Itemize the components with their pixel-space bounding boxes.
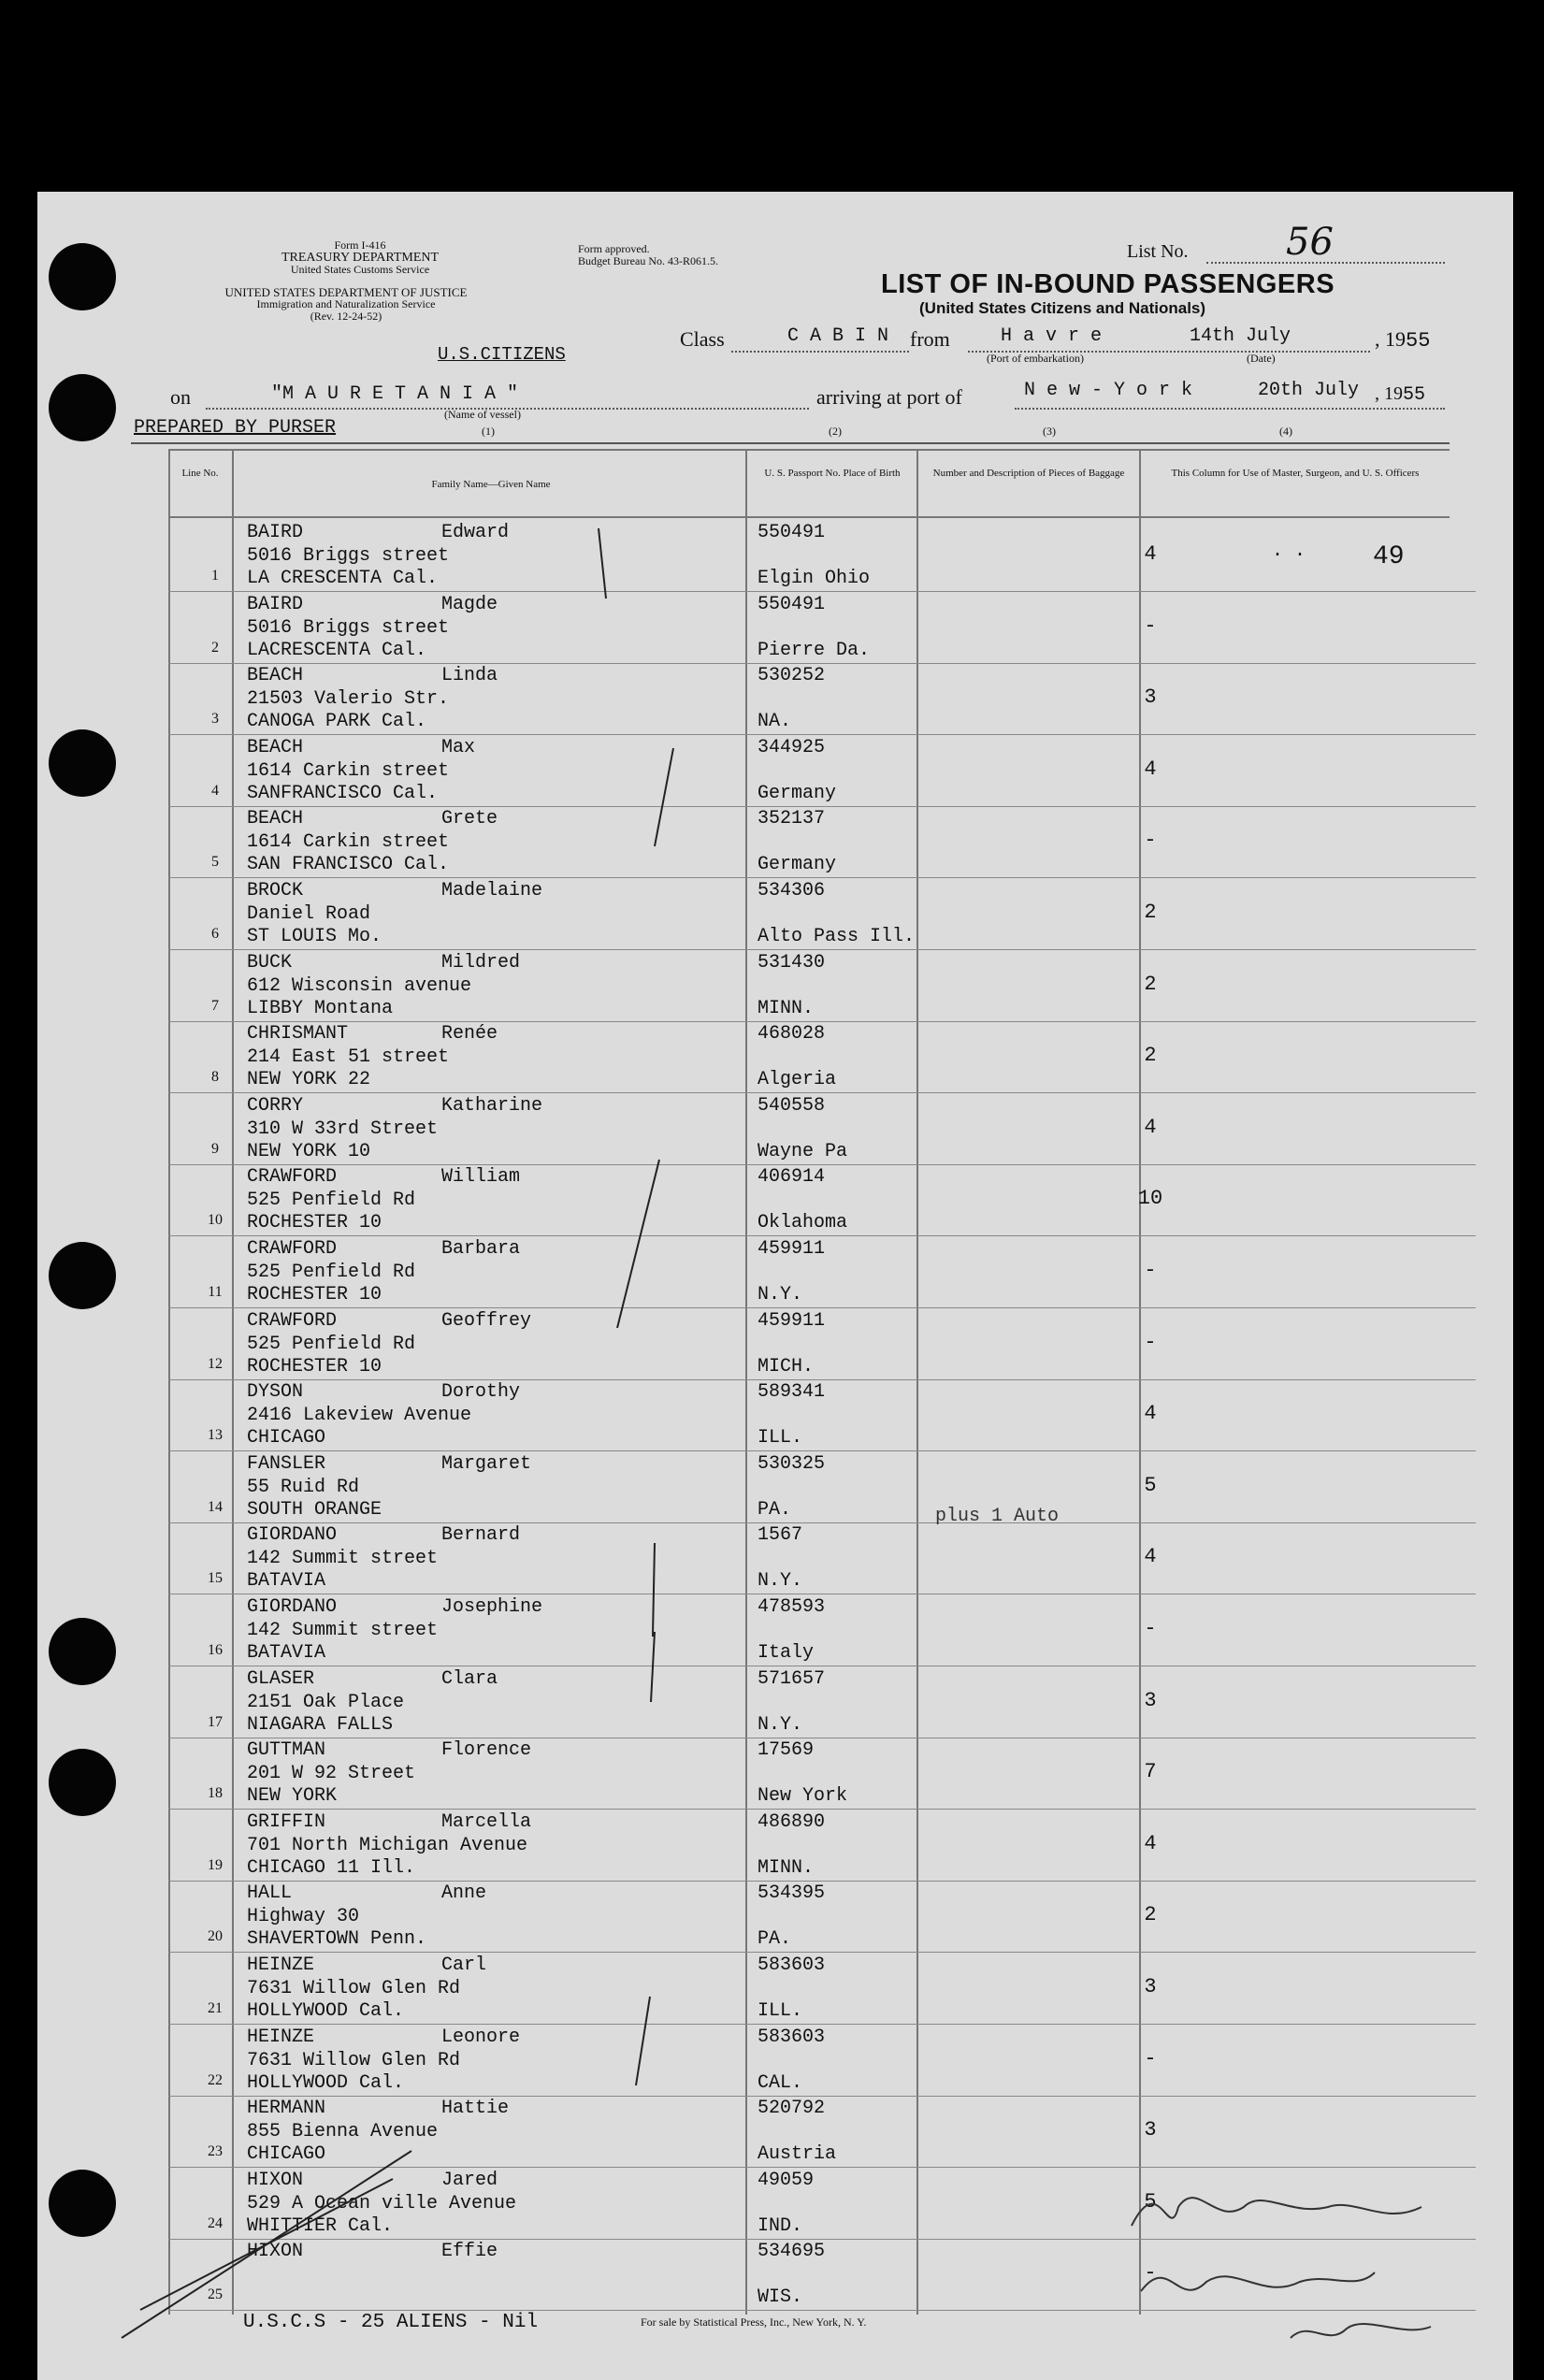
baggage-count: 3	[1144, 685, 1157, 710]
address-line: Daniel Road	[247, 903, 371, 925]
address-line: 5016 Briggs street	[247, 545, 450, 567]
given-name: Renée	[441, 1023, 498, 1046]
pen-stroke	[140, 2179, 393, 2310]
form-approved: Form approved.	[578, 242, 650, 255]
officer-note: 49	[1373, 542, 1405, 571]
address-line: 7631 Willow Glen Rd	[247, 2049, 461, 2071]
place-of-birth: WIS.	[758, 2286, 803, 2309]
city-line: HOLLYWOOD Cal.	[247, 2071, 405, 2094]
baggage-count: 10	[1137, 1187, 1163, 1211]
city-line: HOLLYWOOD Cal.	[247, 2000, 405, 2022]
given-name: Edward	[441, 522, 510, 543]
line-number: 15	[208, 1570, 223, 1587]
on-label: on	[170, 385, 191, 409]
given-name: Leonore	[441, 2026, 521, 2048]
pen-stroke	[599, 528, 606, 599]
given-name: Carl	[441, 1954, 487, 1976]
treasury-dept: TREASURY DEPARTMENT	[281, 251, 440, 265]
line-number: 13	[208, 1427, 223, 1444]
footer-summary: U.S.C.S - 25 ALIENS - Nil	[243, 2312, 539, 2333]
form-number: Form I-416	[334, 238, 386, 252]
family-name: HEINZE	[247, 2026, 315, 2048]
city-line: CANOGA PARK Cal.	[247, 711, 427, 733]
document-title: LIST OF IN-BOUND PASSENGERS	[881, 269, 1335, 299]
given-name: Clara	[441, 1667, 498, 1690]
baggage-count: 2	[1144, 1903, 1157, 1927]
vessel-name: "M A U R E T A N I A "	[271, 383, 519, 405]
baggage-count: 5	[1144, 1473, 1157, 1497]
pen-stroke	[617, 1160, 659, 1328]
city-line: WHITTIER Cal.	[247, 2214, 394, 2237]
city-line: CHICAGO	[247, 1427, 326, 1450]
passport-no: 534395	[758, 1882, 826, 1905]
city-line: SANFRANCISCO Cal.	[247, 782, 439, 804]
baggage-count: 4	[1144, 1545, 1157, 1569]
given-name: Max	[441, 736, 476, 758]
place-of-birth: Italy	[758, 1642, 815, 1664]
arrival-date: 20th July	[1258, 380, 1360, 401]
address-line: 855 Bienna Avenue	[247, 2121, 439, 2143]
officer-dots: · ·	[1272, 544, 1306, 566]
city-line: SOUTH ORANGE	[247, 1498, 382, 1521]
baggage-count: -	[1144, 829, 1157, 853]
class-value: C A B I N	[787, 325, 889, 347]
baggage-count: 2	[1144, 901, 1157, 924]
city-line: CHICAGO	[247, 2143, 326, 2166]
justice-dept: UNITED STATES DEPARTMENT OF JUSTICE	[224, 285, 468, 299]
city-line: CHICAGO 11 Ill.	[247, 1856, 416, 1879]
family-name: GLASER	[247, 1667, 315, 1690]
passport-no: 406914	[758, 1166, 826, 1189]
line-number: 3	[211, 711, 219, 728]
given-name: Barbara	[441, 1238, 521, 1260]
city-line: ROCHESTER 10	[247, 1355, 382, 1378]
address-line: 1614 Carkin street	[247, 759, 450, 782]
given-name: Dorothy	[441, 1381, 521, 1404]
line-number: 2	[211, 639, 219, 656]
given-name: Margaret	[441, 1452, 532, 1475]
baggage-count: -	[1144, 2261, 1157, 2286]
line-number: 19	[208, 1856, 223, 1873]
passport-no: 550491	[758, 593, 826, 615]
place-of-birth: N.Y.	[758, 1713, 803, 1736]
pen-stroke	[651, 1632, 655, 1702]
address-line: 529 A Ocean ville Avenue	[247, 2192, 517, 2214]
family-name: HEINZE	[247, 1954, 315, 1976]
line-number: 18	[208, 1785, 223, 1802]
city-line: SAN FRANCISCO Cal.	[247, 854, 450, 876]
line-number: 22	[208, 2071, 223, 2088]
document-subtitle: (United States Citizens and Nationals)	[919, 299, 1206, 317]
passport-no: 531430	[758, 951, 826, 974]
given-name: William	[441, 1166, 521, 1189]
city-line: NEW YORK 22	[247, 1069, 371, 1091]
address-line: 310 W 33rd Street	[247, 1118, 439, 1140]
check-marks	[122, 528, 673, 2338]
revision: (Rev. 12-24-52)	[310, 310, 382, 323]
city-line: LACRESCENTA Cal.	[247, 639, 427, 661]
passport-no: 540558	[758, 1094, 826, 1117]
address-line: 525 Penfield Rd	[247, 1190, 416, 1212]
place-of-birth: N.Y.	[758, 1284, 803, 1305]
given-name: Grete	[441, 808, 498, 830]
baggage-count: 4	[1144, 1115, 1157, 1139]
city-line: ROCHESTER 10	[247, 1212, 382, 1234]
family-name: DYSON	[247, 1381, 304, 1404]
place-of-birth: CAL.	[758, 2071, 803, 2094]
city-line: LA CRESCENTA Cal.	[247, 568, 439, 589]
baggage-count: 4	[1144, 757, 1157, 781]
baggage-count: -	[1144, 2046, 1157, 2070]
place-of-birth: ILL.	[758, 2000, 803, 2022]
line-number: 14	[208, 1498, 223, 1515]
place-of-birth: Elgin Ohio	[758, 568, 871, 589]
list-no-value: 56	[1286, 221, 1334, 264]
given-name: Marcella	[441, 1810, 532, 1833]
family-name: BROCK	[247, 880, 304, 902]
place-of-birth: N.Y.	[758, 1570, 803, 1593]
family-name: CRAWFORD	[247, 1238, 338, 1260]
place-of-birth: MINN.	[758, 997, 815, 1019]
family-name: BUCK	[247, 951, 293, 974]
citizens-stamp: U.S.CITIZENS	[438, 344, 566, 365]
date-caption: (Date)	[1247, 352, 1276, 365]
address-line: 2416 Lakeview Avenue	[247, 1405, 472, 1427]
baggage-count: -	[1144, 1259, 1157, 1282]
family-name: BAIRD	[247, 522, 304, 543]
baggage-count: 4	[1144, 1831, 1157, 1855]
address-line: 142 Summit street	[247, 1548, 439, 1570]
family-name: GIORDANO	[247, 1596, 338, 1618]
passport-no: 589341	[758, 1381, 826, 1404]
family-name: BEACH	[247, 665, 304, 687]
baggage-count: 3	[1144, 1975, 1157, 1998]
class-label: Class	[680, 327, 725, 351]
line-number: 8	[211, 1069, 219, 1086]
pen-stroke	[636, 1997, 650, 2085]
city-line: NEW YORK 10	[247, 1140, 371, 1162]
pen-stroke	[655, 748, 673, 846]
prepared-by: PREPARED BY PURSER	[134, 417, 337, 439]
passport-no: 486890	[758, 1810, 826, 1833]
given-name: Linda	[441, 665, 498, 687]
family-name: GIORDANO	[247, 1524, 338, 1547]
line-number: 5	[211, 854, 219, 871]
place-of-birth: PA.	[758, 1928, 792, 1951]
place-of-birth: Austria	[758, 2143, 837, 2166]
given-name: Hattie	[441, 2098, 510, 2120]
passport-no: 1567	[758, 1524, 803, 1547]
baggage-count: 3	[1144, 1688, 1157, 1712]
family-name: BAIRD	[247, 593, 304, 615]
line-number: 11	[208, 1284, 223, 1300]
col-num-2: (2)	[829, 425, 842, 438]
line-number: 21	[208, 2000, 223, 2016]
passport-no: 520792	[758, 2098, 826, 2120]
from-port: H a v r e	[1001, 325, 1103, 347]
city-line: BATAVIA	[247, 1642, 326, 1664]
passport-no: 530252	[758, 665, 826, 687]
baggage-count: -	[1144, 1617, 1157, 1640]
port-caption: (Port of embarkation)	[987, 352, 1084, 365]
address-line: 2151 Oak Place	[247, 1691, 405, 1713]
col-header-passport: U. S. Passport No. Place of Birth	[764, 468, 901, 479]
family-name: FANSLER	[247, 1452, 326, 1475]
address-line: Highway 30	[247, 1906, 360, 1928]
place-of-birth: Pierre Da.	[758, 639, 871, 661]
line-number: 24	[208, 2214, 223, 2231]
city-line: NEW YORK	[247, 1785, 338, 1808]
col-num-3: (3)	[1043, 425, 1056, 438]
line-number: 16	[208, 1642, 223, 1658]
col-header-baggage: Number and Description of Pieces of Baggage	[932, 468, 1125, 479]
baggage-count: 5	[1144, 2189, 1157, 2214]
family-name: HERMANN	[247, 2098, 326, 2120]
family-name: HIXON	[247, 2169, 304, 2191]
given-name: Magde	[441, 593, 498, 615]
place-of-birth: ILL.	[758, 1427, 803, 1450]
customs-service: United States Customs Service	[290, 263, 430, 276]
city-line: LIBBY Montana	[247, 997, 394, 1019]
place-of-birth: MINN.	[758, 1856, 815, 1879]
passport-no: 459911	[758, 1238, 826, 1260]
baggage-count: -	[1144, 1330, 1157, 1354]
place-of-birth: New York	[758, 1785, 848, 1808]
address-line: 612 Wisconsin avenue	[247, 974, 472, 997]
place-of-birth: Germany	[758, 782, 837, 804]
place-of-birth: Alto Pass Ill.	[758, 926, 916, 947]
arriving-label: arriving at port of	[816, 385, 962, 409]
col-header-line: Line No.	[181, 468, 219, 479]
address-line: 5016 Briggs street	[247, 616, 450, 639]
place-of-birth: PA.	[758, 1498, 792, 1521]
line-number: 4	[211, 782, 219, 799]
city-line: SHAVERTOWN Penn.	[247, 1928, 427, 1951]
family-name: CHRISMANT	[247, 1023, 349, 1046]
given-name: Bernard	[441, 1524, 521, 1547]
family-name: BEACH	[247, 808, 304, 830]
place-of-birth: MICH.	[758, 1355, 815, 1378]
from-label: from	[910, 327, 950, 351]
col-header-officers: This Column for Use of Master, Surgeon, and U. S. Officers	[1171, 468, 1420, 479]
footer-printer: For sale by Statistical Press, Inc., New York, N. Y.	[641, 2315, 867, 2329]
line-number: 12	[208, 1355, 223, 1372]
line-number: 9	[211, 1140, 219, 1157]
city-line: ST LOUIS Mo.	[247, 926, 382, 947]
given-name: Madelaine	[441, 880, 543, 902]
passport-no: 459911	[758, 1309, 826, 1332]
address-line: 7631 Willow Glen Rd	[247, 1978, 461, 1999]
col-header-name: Family Name—Given Name	[431, 479, 551, 490]
passport-no: 534695	[758, 2241, 826, 2263]
address-line: 201 W 92 Street	[247, 1763, 416, 1785]
line-number: 20	[208, 1928, 223, 1945]
passport-no: 344925	[758, 736, 826, 758]
line-number: 1	[211, 568, 219, 584]
signature-stroke	[1141, 2272, 1375, 2291]
col-num-1: (1)	[482, 425, 495, 438]
col-num-4: (4)	[1279, 425, 1292, 438]
list-no-label: List No.	[1127, 241, 1189, 262]
family-name: HALL	[247, 1882, 293, 1905]
signature	[1132, 2198, 1431, 2338]
address-line: 21503 Valerio Str.	[247, 688, 450, 711]
given-name: Anne	[441, 1882, 487, 1905]
place-of-birth: Algeria	[758, 1069, 837, 1091]
city-line: BATAVIA	[247, 1570, 326, 1593]
address-line: 525 Penfield Rd	[247, 1262, 416, 1283]
given-name: Florence	[441, 1739, 532, 1762]
baggage-count: 2	[1144, 1044, 1157, 1068]
given-name: Katharine	[441, 1094, 543, 1117]
family-name: GUTTMAN	[247, 1739, 326, 1762]
arrival-port: N e w - Y o r k	[1024, 380, 1193, 401]
address-line: 525 Penfield Rd	[247, 1333, 416, 1355]
vessel-caption: (Name of vessel)	[444, 408, 521, 421]
given-name: Mildred	[441, 951, 521, 974]
place-of-birth: Oklahoma	[758, 1212, 848, 1234]
address-line: 214 East 51 street	[247, 1046, 450, 1069]
signature-stroke	[1291, 2324, 1431, 2338]
address-line: 701 North Michigan Avenue	[247, 1834, 528, 1856]
passport-no: 534306	[758, 880, 826, 902]
line-number: 10	[208, 1212, 223, 1229]
place-of-birth: Germany	[758, 854, 837, 876]
baggage-count: 2	[1144, 972, 1157, 996]
address-line: 142 Summit street	[247, 1620, 439, 1641]
given-name: Effie	[441, 2241, 498, 2263]
passport-no: 550491	[758, 522, 826, 543]
passport-no: 17569	[758, 1739, 815, 1762]
address-line: 1614 Carkin street	[247, 831, 450, 854]
place-of-birth: IND.	[758, 2214, 803, 2237]
place-of-birth: NA.	[758, 711, 792, 733]
family-name: BEACH	[247, 736, 304, 758]
passport-no: 583603	[758, 2026, 826, 2048]
passport-no: 530325	[758, 1452, 826, 1475]
line-number: 6	[211, 926, 219, 942]
passport-no: 49059	[758, 2169, 815, 2191]
given-name: Josephine	[441, 1596, 543, 1618]
place-of-birth: Wayne Pa	[758, 1140, 848, 1162]
line-number: 23	[208, 2143, 223, 2160]
passport-no: 478593	[758, 1596, 826, 1618]
from-year: , 1955	[1375, 327, 1431, 353]
family-name: CRAWFORD	[247, 1166, 338, 1189]
baggage-count: -	[1144, 613, 1157, 638]
passport-no: 583603	[758, 1954, 826, 1976]
line-number: 17	[208, 1713, 223, 1730]
baggage-count: 4	[1144, 542, 1157, 566]
signature-stroke	[1132, 2198, 1421, 2226]
given-name: Geoffrey	[441, 1309, 532, 1332]
city-line: NIAGARA FALLS	[247, 1713, 394, 1736]
family-name: HIXON	[247, 2241, 304, 2263]
baggage-count: 4	[1144, 1402, 1157, 1426]
passport-no: 571657	[758, 1667, 826, 1690]
passport-no: 352137	[758, 808, 826, 830]
pen-stroke	[653, 1543, 655, 1637]
family-name: GRIFFIN	[247, 1810, 326, 1833]
baggage-count: 7	[1144, 1760, 1157, 1784]
given-name: Jared	[441, 2169, 498, 2191]
passport-no: 468028	[758, 1023, 826, 1046]
from-date: 14th July	[1190, 325, 1291, 347]
line-number: 25	[208, 2286, 223, 2303]
ins-service: Immigration and Naturalization Service	[256, 297, 436, 310]
address-line: 55 Ruid Rd	[247, 1476, 360, 1498]
baggage-count: 3	[1144, 2118, 1157, 2142]
arrival-year: , 1955	[1375, 383, 1426, 406]
city-line: ROCHESTER 10	[247, 1284, 382, 1305]
line-number: 7	[211, 997, 219, 1014]
plus-auto-note: plus 1 Auto	[935, 1506, 1060, 1527]
budget-bureau: Budget Bureau No. 43-R061.5.	[578, 254, 718, 267]
family-name: CRAWFORD	[247, 1309, 338, 1332]
family-name: CORRY	[247, 1094, 304, 1117]
